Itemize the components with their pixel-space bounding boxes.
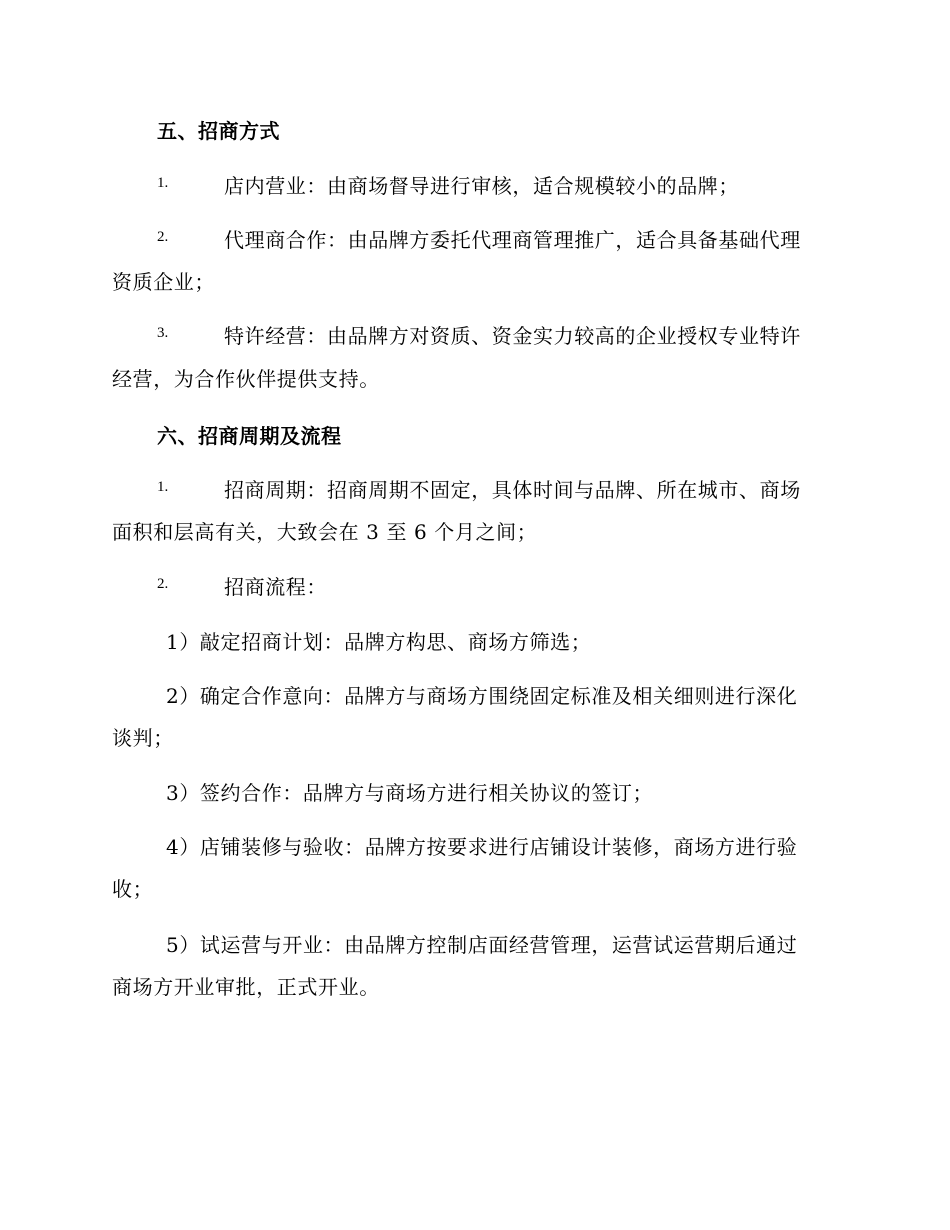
list-item-number: 1. (157, 479, 169, 495)
list-item-text: 代理商合作：由品牌方委托代理商管理推广，适合具备基础代理 (224, 228, 801, 252)
process-step: 2）确定合作意向：品牌方与商场方围绕固定标准及相关细则进行深化 (166, 684, 798, 708)
process-step-continued: 谈判； (112, 726, 174, 750)
process-step: 5）试运营与开业：由品牌方控制店面经营管理，运营试运营期后通过 (166, 933, 798, 957)
process-step: 3）签约合作：品牌方与商场方进行相关协议的签订； (166, 781, 654, 805)
process-step-continued: 商场方开业审批，正式开业。 (112, 975, 380, 999)
section-heading-cycle-and-process: 六、招商周期及流程 (157, 424, 342, 448)
list-item-text-continued: 经营，为合作伙伴提供支持。 (112, 367, 380, 391)
list-item-text: 店内营业：由商场督导进行审核，适合规模较小的品牌； (224, 174, 739, 198)
list-item-number: 2. (157, 229, 169, 245)
list-item-text-continued: 面积和层高有关，大致会在 3 至 6 个月之间； (112, 520, 538, 544)
process-step: 1）敲定招商计划：品牌方构思、商场方筛选； (166, 630, 592, 654)
list-item-text: 招商周期：招商周期不固定，具体时间与品牌、所在城市、商场 (224, 478, 801, 502)
list-item-text: 招商流程： (224, 575, 327, 599)
list-item-text: 特许经营：由品牌方对资质、资金实力较高的企业授权专业特许 (224, 324, 801, 348)
process-step-continued: 收； (112, 877, 154, 901)
list-item-text-continued: 资质企业； (112, 270, 215, 294)
list-item-number: 3. (157, 325, 169, 341)
process-step: 4）店铺装修与验收：品牌方按要求进行店铺设计装修，商场方进行验 (166, 835, 798, 859)
list-item-number: 1. (157, 175, 169, 191)
list-item-number: 2. (157, 576, 169, 592)
section-heading-recruitment-methods: 五、招商方式 (157, 119, 280, 143)
